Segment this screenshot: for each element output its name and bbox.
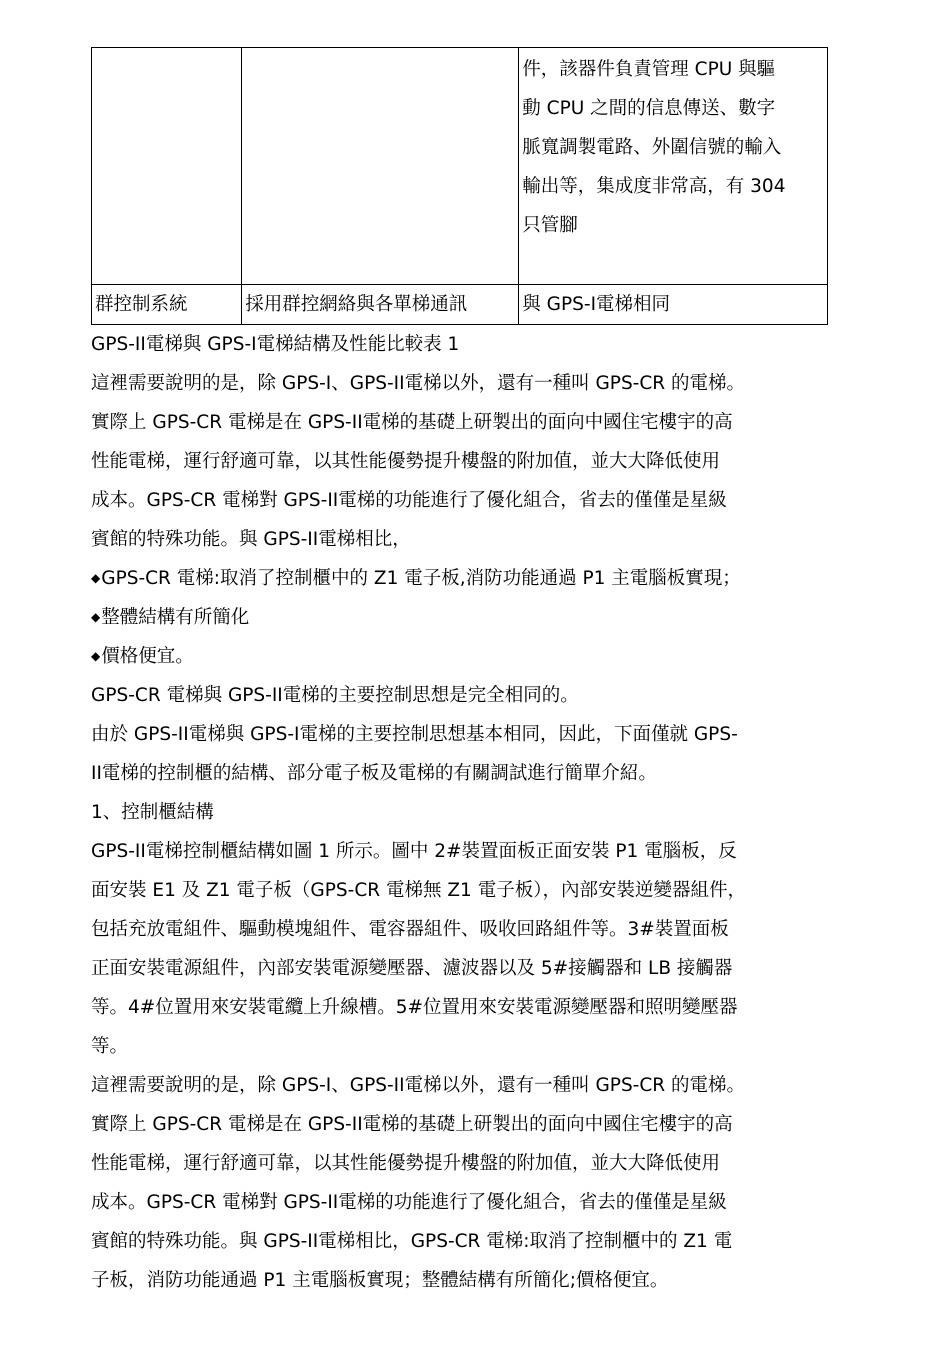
- diamond-bullet-icon: ◆: [91, 610, 101, 624]
- text-line: 正面安裝電源組件，內部安裝電源變壓器、濾波器以及 5#接觸器和 LB 接觸器: [91, 958, 733, 979]
- text-line: 成本。GPS-CR 電梯對 GPS-II電梯的功能進行了優化組合，省去的僅僅是星級: [91, 1192, 727, 1213]
- section-heading: 1、控制櫃結構: [91, 802, 214, 823]
- cell-line: 只管腳: [522, 215, 578, 236]
- bullet-list: [91, 559, 861, 676]
- bullet-item: [91, 559, 861, 598]
- text-line: 這裡需要說明的是，除 GPS-I、GPS-II電梯以外，還有一種叫 GPS-CR 的電梯。: [91, 373, 746, 394]
- text-line: 實際上 GPS-CR 電梯是在 GPS-II電梯的基礎上研製出的面向中國住宅樓宇的高: [91, 1114, 733, 1135]
- cell-line: 動 CPU 之間的信息傳送、數字: [522, 98, 776, 119]
- text-line: 子板，消防功能通過 P1 主電腦板實現；整體結構有所簡化;價格便宜。: [91, 1270, 669, 1291]
- cell-line: 件，該器件負責管理 CPU 與驅: [522, 59, 776, 80]
- diamond-bullet-icon: ◆: [91, 571, 101, 585]
- table-cell: [242, 48, 519, 285]
- table-row: [92, 48, 828, 285]
- bullet-item: [91, 598, 861, 637]
- cell-line: 輸出等，集成度非常高，有 304: [522, 176, 786, 197]
- table-cell: 與 GPS-I電梯相同: [519, 285, 828, 325]
- table-cell: [92, 48, 242, 285]
- document-page: [91, 47, 861, 1300]
- comparison-table: [91, 47, 828, 325]
- bullet-text: 整體結構有所簡化: [101, 607, 250, 628]
- text-line: 實際上 GPS-CR 電梯是在 GPS-II電梯的基礎上研製出的面向中國住宅樓宇的高: [91, 412, 733, 433]
- text-line: 賓館的特殊功能。與 GPS-II電梯相比，GPS-CR 電梯:取消了控制櫃中的 Z1 電: [91, 1231, 733, 1252]
- text-line: II電梯的控制櫃的結構、部分電子板及電梯的有關調試進行簡單介紹。: [91, 763, 657, 784]
- diamond-bullet-icon: ◆: [91, 649, 101, 663]
- text-line: 由於 GPS-II電梯與 GPS-I電梯的主要控制思想基本相同，因此，下面僅就 GPS-: [91, 724, 738, 745]
- table-row: [92, 285, 828, 325]
- text-line: 性能電梯，運行舒適可靠，以其性能優勢提升樓盤的附加值，並大大降低使用: [91, 451, 721, 472]
- text-line: 等。4#位置用來安裝電纜上升線槽。5#位置用來安裝電源變壓器和照明變壓器: [91, 997, 738, 1018]
- text-line: GPS-II電梯控制櫃結構如圖 1 所示。圖中 2#裝置面板正面安裝 P1 電腦板，反: [91, 841, 737, 862]
- text-line: 性能電梯，運行舒適可靠，以其性能優勢提升樓盤的附加值，並大大降低使用: [91, 1153, 721, 1174]
- paragraph-1: [91, 364, 861, 559]
- table-cell: 群控制系統: [92, 285, 242, 325]
- paragraph-4: [91, 832, 861, 1066]
- paragraph-3: [91, 715, 861, 793]
- cell-line: 脈寬調製電路、外圍信號的輸入: [522, 137, 782, 158]
- table-caption: GPS-II電梯與 GPS-I電梯結構及性能比較表 1: [91, 334, 460, 355]
- paragraph-2: GPS-CR 電梯與 GPS-II電梯的主要控制思想是完全相同的。: [91, 685, 579, 706]
- bullet-text: 價格便宜。: [101, 646, 194, 667]
- paragraph-5: [91, 1066, 861, 1300]
- bullet-item: [91, 637, 861, 676]
- table-cell: 採用群控網絡與各單梯通訊: [242, 285, 519, 325]
- bullet-text: GPS-CR 電梯:取消了控制櫃中的 Z1 電子板,消防功能通過 P1 主電腦板實現；: [101, 568, 741, 589]
- text-line: 賓館的特殊功能。與 GPS-II電梯相比，: [91, 529, 411, 550]
- text-line: 這裡需要說明的是，除 GPS-I、GPS-II電梯以外，還有一種叫 GPS-CR 的電梯。: [91, 1075, 746, 1096]
- text-line: 包括充放電組件、驅動模塊組件、電容器組件、吸收回路組件等。3#裝置面板: [91, 919, 729, 940]
- table-cell: [519, 48, 828, 285]
- text-line: 等。: [91, 1036, 129, 1057]
- text-line: 成本。GPS-CR 電梯對 GPS-II電梯的功能進行了優化組合，省去的僅僅是星級: [91, 490, 727, 511]
- text-line: 面安裝 E1 及 Z1 電子板（GPS-CR 電梯無 Z1 電子板），內部安裝逆變器組件，: [91, 880, 746, 901]
